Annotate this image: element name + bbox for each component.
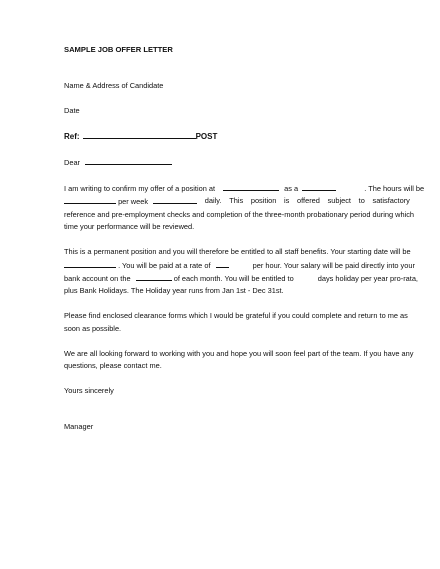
offer-text: satisfactory — [372, 196, 410, 206]
benefits-text: bank account on the — [64, 273, 131, 283]
clearance-text: Please find enclosed clearance forms which I would be grateful if you could complete and return to me as — [64, 311, 408, 321]
benefits-paragraph — [64, 246, 418, 298]
hours-blank — [64, 195, 116, 204]
offer-text: position — [250, 196, 277, 206]
offer-text: I am writing to confirm my offer of a position at — [64, 184, 216, 194]
salutation-line — [64, 156, 410, 169]
ref-label: Ref: — [64, 132, 80, 142]
company-blank — [223, 182, 279, 191]
benefits-text: per hour. Your salary will be paid directly into your — [252, 260, 415, 270]
benefits-text: of each month. You will be entitled to — [173, 273, 294, 283]
ref-blank — [83, 130, 196, 139]
offer-text: offered — [297, 196, 320, 206]
clearance-paragraph — [64, 310, 410, 335]
offer-text: per week — [118, 197, 149, 207]
letter-title: SAMPLE JOB OFFER LETTER — [64, 45, 173, 54]
dear-label: Dear — [64, 158, 81, 168]
reference-line — [64, 130, 410, 143]
benefits-text: days holiday per year pro-rata, — [317, 273, 418, 283]
offer-text: as a — [284, 184, 299, 194]
rate-blank — [216, 259, 229, 268]
offer-text: time your performance will be reviewed. — [64, 222, 195, 232]
closing-salutation: Yours sincerely — [64, 385, 114, 395]
closing-paragraph — [64, 348, 414, 373]
offer-text: to — [358, 196, 365, 206]
offer-text: This — [229, 196, 244, 206]
pay-day-blank — [136, 272, 172, 281]
offer-text: . The hours will be — [364, 184, 425, 194]
offer-paragraph — [64, 182, 425, 234]
closing-text: questions, please contact me. — [64, 361, 162, 370]
offer-text: is — [283, 196, 290, 206]
offer-text: reference and pre-employment checks and completion of the three-month probationary period during which — [64, 209, 415, 219]
ref-post-label: POST — [195, 132, 218, 142]
offer-text: subject — [327, 196, 351, 206]
benefits-text: plus Bank Holidays. The Holiday year runs from Jan 1st - Dec 31st. — [64, 286, 284, 296]
start-date-blank — [64, 259, 116, 268]
clearance-text: soon as possible. — [64, 323, 122, 333]
signature-role: Manager — [64, 422, 94, 432]
position-blank — [302, 182, 336, 191]
date-label: Date — [64, 106, 80, 116]
daily-hours-blank — [153, 195, 197, 204]
offer-text: daily. — [204, 196, 222, 206]
benefits-text: . You will be paid at a rate of — [118, 260, 211, 270]
benefits-text: This is a permanent position and you will therefore be entitled to all staff benefits. Your starting date will be — [64, 247, 411, 257]
dear-blank — [85, 156, 172, 165]
candidate-address-label: Name & Address of Candidate — [64, 81, 164, 91]
closing-text: We are all looking forward to working with you and hope you will soon feel part of the team. If you have any — [64, 348, 414, 358]
